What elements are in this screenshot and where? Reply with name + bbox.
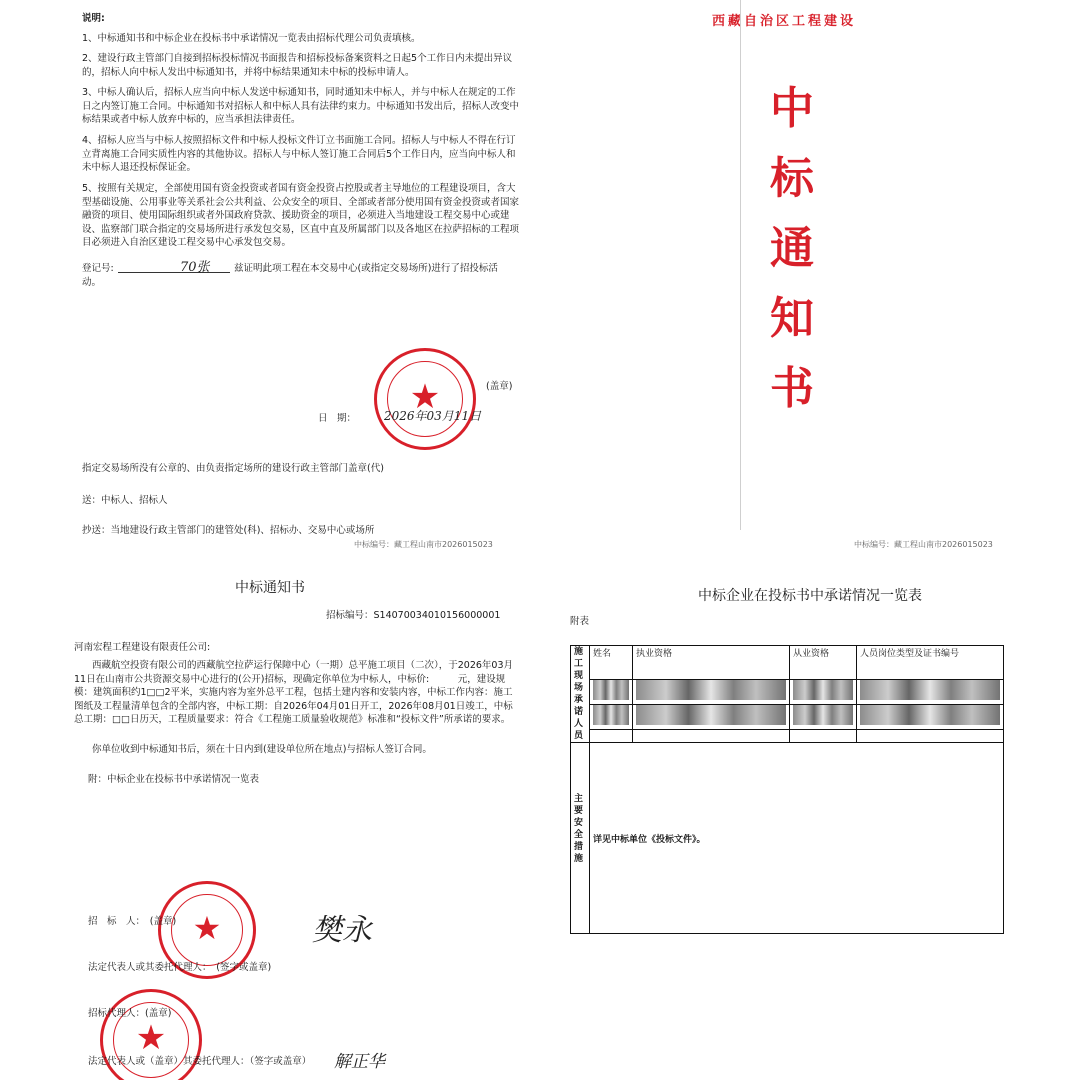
col-header-position: 人员岗位类型及证书编号 bbox=[857, 646, 1004, 680]
tenderer-seal: ★ bbox=[158, 881, 256, 979]
send-line: 送：中标人、招标人 bbox=[82, 495, 168, 506]
agent-seal: ★ bbox=[100, 989, 202, 1080]
agent-rep-label: 法定代表人或（盖章）其委托代理人：（签字或盖章） bbox=[88, 1056, 312, 1067]
agent-signature: 解正华 bbox=[334, 1052, 385, 1072]
commitment-table-page bbox=[540, 555, 1080, 1080]
notice-title: 中标通知书 bbox=[235, 580, 305, 596]
col-header-practice: 从业资格 bbox=[790, 646, 857, 680]
redacted-cell bbox=[793, 705, 853, 725]
instructions-heading: 说明: bbox=[82, 13, 105, 24]
register-label: 登记号: bbox=[82, 263, 114, 274]
table-row-safety bbox=[571, 743, 1004, 934]
instruction-item-4: 4、招标人应当与中标人按照招标文件和中标人投标文件订立书面施工合同。招标人与中标人不得在行订立背离施工合同实质性内容的其他协议。招标人与中标人签订施工合同后5个工作日内，应当向中标人和未中标人退还投标保证金。 bbox=[82, 135, 516, 173]
redacted-cell bbox=[636, 705, 786, 725]
date-value: 2026年03月11日 bbox=[384, 409, 482, 423]
register-text-2: 动。 bbox=[82, 277, 102, 288]
col-header-qualification: 执业资格 bbox=[633, 646, 790, 680]
table-row bbox=[571, 730, 1004, 743]
instructions-page bbox=[0, 0, 540, 555]
table-row bbox=[571, 705, 1004, 730]
cover-fold-line bbox=[740, 0, 741, 530]
tenderer-rep-label: 法定代表人或其委托代理人： (签字或盖章) bbox=[88, 962, 272, 973]
row-label-staff: 施工现场承诺人员 bbox=[571, 646, 590, 743]
table-title: 中标企业在投标书中承诺情况一览表 bbox=[698, 588, 922, 604]
cover-char-1: 中 bbox=[770, 83, 814, 134]
redacted-cell bbox=[636, 680, 786, 700]
register-underline bbox=[118, 272, 230, 273]
date-label: 日 期： bbox=[318, 413, 357, 424]
notice-contract-instruction: 你单位收到中标通知书后，须在十日内到(建设单位所在地点)与招标人签订合同。 bbox=[92, 744, 432, 755]
register-text-1: 兹证明此项工程在本交易中心(或指定交易场所)进行了招投标活 bbox=[234, 263, 498, 274]
instruction-item-5: 5、按照有关规定，全部使用国有资金投资或者国有资金投资占控股或者主导地位的工程建设项目，含大型基础设施、公用事业等关系社会公共利益、公众安全的项目、全部或者部分使用国有资金投资或者国家融资的项目、使用国际组织或者外国政府贷款、援助资金的项目，必须进入当地建设工程交易中心或建设、监察部门联合指定的交易场所进行承发包交易，区直中直及所属部门以及各地区在拉萨招标的工程项目必须进入自治区建设工程交易中心承发包交易。 bbox=[82, 183, 520, 248]
safety-measures-content: 详见中标单位《投标文件》。 bbox=[590, 743, 1004, 934]
cover-footer-bid-number: 中标编号：藏工程山南市2026015023 bbox=[854, 540, 993, 549]
cover-org-title: 西藏自治区工程建设 bbox=[712, 14, 857, 29]
appendix-label: 附表 bbox=[570, 616, 590, 627]
tenderer-signature: 樊永 bbox=[312, 913, 372, 948]
table-header-row bbox=[571, 646, 1004, 680]
instruction-item-1: 1、中标通知书和中标企业在投标书中承诺情况一览表由招标代理公司负责填核。 bbox=[82, 33, 421, 44]
register-handwriting: 70张 bbox=[180, 260, 210, 275]
notice-attachment: 附：中标企业在投标书中承诺情况一览表 bbox=[88, 774, 260, 785]
instruction-item-2: 2、建设行政主管部门自接到招标投标情况书面报告和招标投标备案资料之日起5个工作日内未提出异议的，招标人向中标人发出中标通知书，并将中标结果通知未中标的投标申请人。 bbox=[82, 53, 513, 78]
cover-page bbox=[540, 0, 1080, 555]
cc-line: 抄送：当地建设行政主管部门的建管处(科)、招标办、交易中心或场所 bbox=[82, 525, 375, 536]
award-notice-page bbox=[0, 555, 540, 1080]
note-line: 指定交易场所没有公章的、由负责指定场所的建设行政主管部门盖章(代) bbox=[82, 463, 384, 474]
commitment-table bbox=[570, 645, 1004, 934]
bid-number: 招标编号：S14070034010156000001 bbox=[326, 610, 501, 621]
redacted-cell bbox=[860, 680, 1000, 700]
cover-char-5: 书 bbox=[770, 363, 814, 414]
table-row bbox=[571, 680, 1004, 705]
seal-label: (盖章) bbox=[486, 381, 513, 392]
col-header-name: 姓名 bbox=[590, 646, 633, 680]
recipient-company: 河南宏程工程建设有限责任公司: bbox=[74, 642, 211, 653]
cover-char-4: 知 bbox=[770, 293, 814, 344]
notice-body: 西藏航空投资有限公司的西藏航空拉萨运行保障中心（一期）总平施工项目（二次），于2026年03月11日在山南市公共资源交易中心进行的(公开)招标，现确定你单位为中标人，中标价: 元，建设规模：建筑面积约1□□2平米，实施内容为室外总平工程，包括土建内容和安装内容，中标工作内容：施工图纸及工程量清单包含的全部内容，中标工期：自2026年04月01日开工，2026年08月01日竣工，中标总工期：□□日历天，工程质量要求：符合《工程施工质量验收规范》标准和“投标文件”所承诺的要求。 bbox=[74, 660, 514, 725]
tenderer-label: 招 标 人： (盖章) bbox=[88, 916, 177, 927]
agent-label: 招标代理人：(盖章) bbox=[88, 1008, 172, 1019]
redacted-cell bbox=[793, 680, 853, 700]
footer-bid-number: 中标编号：藏工程山南市2026015023 bbox=[354, 540, 493, 549]
instruction-item-3: 3、中标人确认后，招标人应当向中标人发送中标通知书，同时通知未中标人，并与中标人在规定的工作日之内签订施工合同。中标通知书对招标人和中标人具有法律约束力。中标通知书发出后，招标人改变中标结果或者中标人放弃中标的，应当承担法律责任。 bbox=[82, 87, 520, 125]
redacted-cell bbox=[860, 705, 1000, 725]
redacted-cell bbox=[593, 705, 629, 725]
trading-center-seal: ★ bbox=[374, 348, 476, 450]
redacted-cell bbox=[593, 680, 629, 700]
cover-char-3: 通 bbox=[770, 223, 814, 274]
cover-char-2: 标 bbox=[770, 153, 814, 204]
row-label-safety: 主要安全措施 bbox=[571, 743, 590, 934]
cover-big-title bbox=[762, 78, 822, 420]
